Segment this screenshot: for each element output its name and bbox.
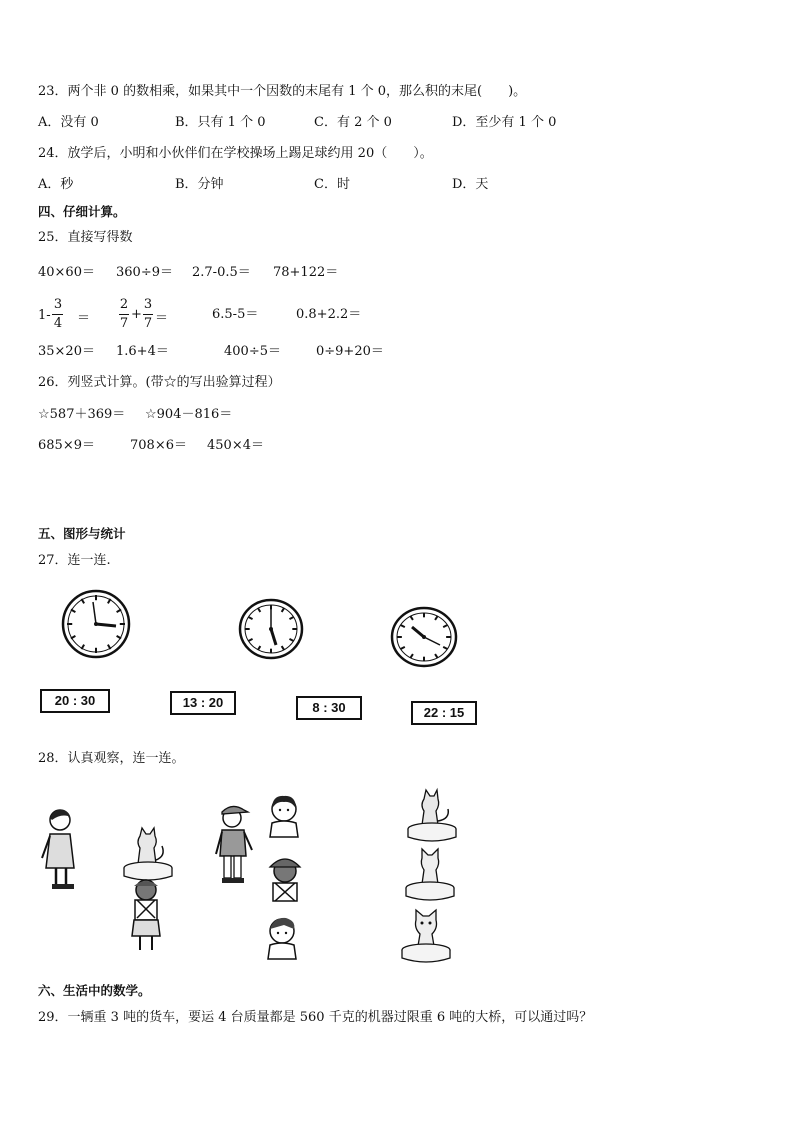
q23-option-b: B．只有 1 个 0 bbox=[175, 115, 266, 130]
q25-r2-b-num1: 2 bbox=[119, 297, 129, 312]
child-hat-front-image bbox=[266, 853, 304, 903]
section-6-title: 六、生活中的数学。 bbox=[38, 983, 151, 998]
child-back-view-image bbox=[128, 878, 164, 954]
q25-r2-b-den1: 7 bbox=[119, 316, 129, 331]
q25-r2-c: 6.5-5＝ bbox=[212, 307, 259, 322]
time-box-1: 20 : 30 bbox=[40, 689, 110, 713]
q25-stem: 25．直接写得数 bbox=[38, 230, 133, 245]
q25-r3-c: 400÷5＝ bbox=[224, 344, 281, 359]
q25-r3-b: 1.6+4＝ bbox=[116, 344, 169, 359]
q25-r1-b: 360÷9＝ bbox=[116, 265, 173, 280]
q25-r2-a-den: 4 bbox=[53, 316, 63, 331]
q25-r1-a: 40×60＝ bbox=[38, 265, 95, 280]
q25-r3-a: 35×20＝ bbox=[38, 344, 95, 359]
q26-r2-c: 450×4＝ bbox=[207, 438, 264, 453]
q25-r1-c: 2.7-0.5＝ bbox=[192, 265, 251, 280]
q26-r2-b: 708×6＝ bbox=[130, 438, 187, 453]
time-box-2: 13 : 20 bbox=[170, 691, 236, 715]
cat-front-view-image bbox=[398, 906, 454, 968]
q24-stem: 24．放学后，小明和小伙伴们在学校操场上踢足球约用 20（ ）。 bbox=[38, 146, 433, 161]
q29-stem: 29．一辆重 3 吨的货车，要运 4 台质量都是 560 千克的机器过限重 6 吨的大桥，可以通过吗？ bbox=[38, 1010, 593, 1025]
q24-option-c: C．时 bbox=[314, 177, 350, 192]
clock-image-1 bbox=[60, 588, 132, 660]
girl-head-image bbox=[266, 793, 302, 839]
q25-r2-b-num2: 3 bbox=[143, 297, 153, 312]
q28-stem: 28．认真观察，连一连。 bbox=[38, 751, 185, 766]
time-box-4: 22 : 15 bbox=[411, 701, 477, 725]
q26-stem: 26．列竖式计算。(带☆的写出验算过程） bbox=[38, 375, 281, 390]
q24-option-a: A．秒 bbox=[38, 177, 74, 192]
q24-option-d: D．天 bbox=[452, 177, 489, 192]
q25-r2-b-den2: 7 bbox=[143, 316, 153, 331]
boy-figure-image bbox=[212, 800, 256, 886]
clock-image-2 bbox=[238, 598, 304, 660]
q24-option-b: B．分钟 bbox=[175, 177, 224, 192]
fraction-bar bbox=[52, 314, 63, 315]
q23-option-a: A．没有 0 bbox=[38, 115, 99, 130]
q25-r2-a-num: 3 bbox=[53, 297, 63, 312]
cat-on-pedestal-image bbox=[122, 826, 174, 884]
fraction-bar bbox=[143, 314, 153, 315]
q23-option-d: D．至少有 1 个 0 bbox=[452, 115, 557, 130]
q25-r2-a-prefix: 1- bbox=[38, 308, 51, 323]
time-box-3: 8 : 30 bbox=[296, 696, 362, 720]
girl-figure-image bbox=[38, 806, 80, 890]
q27-stem: 27．连一连. bbox=[38, 553, 111, 568]
q26-r1-a: ☆587＋369＝ bbox=[38, 407, 126, 422]
section-4-title: 四、仔细计算。 bbox=[38, 204, 126, 219]
q25-r1-d: 78+122＝ bbox=[273, 265, 339, 280]
q25-r3-d: 0÷9+20＝ bbox=[316, 344, 384, 359]
q23-stem: 23．两个非 0 的数相乘，如果其中一个因数的末尾有 1 个 0，那么积的末尾( )。 bbox=[38, 84, 527, 99]
q26-r1-b: ☆904－816＝ bbox=[145, 407, 233, 422]
cat-side-view-image bbox=[404, 787, 460, 847]
cat-back-view-image bbox=[402, 846, 458, 906]
fraction-bar bbox=[119, 314, 129, 315]
q25-r2-b-plus: + bbox=[131, 307, 142, 322]
q25-r2-b-eq: ＝ bbox=[155, 311, 169, 326]
q25-r2-d: 0.8+2.2＝ bbox=[296, 307, 362, 322]
q26-r2-a: 685×9＝ bbox=[38, 438, 95, 453]
clock-image-3 bbox=[390, 606, 458, 668]
q25-r2-a-eq: ＝ bbox=[77, 311, 91, 326]
boy-head-image bbox=[264, 913, 300, 961]
q23-option-c: C．有 2 个 0 bbox=[314, 115, 392, 130]
section-5-title: 五、图形与统计 bbox=[38, 526, 126, 541]
